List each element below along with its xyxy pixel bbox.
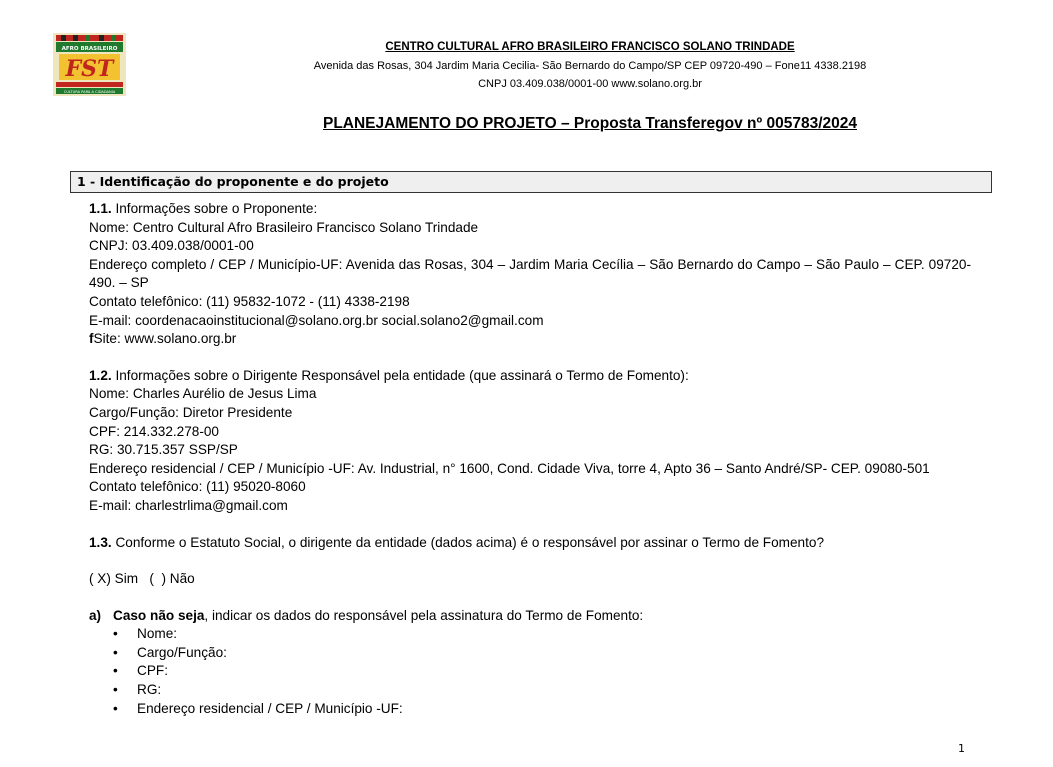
item-a: a) Caso não seja, indicar os dados do responsável pela assinatura do Termo de Fomento: — [89, 607, 971, 626]
director-phone: Contato telefônico: (11) 95020-8060 — [89, 479, 306, 495]
list-item: • RG: — [137, 681, 971, 700]
subsection-number: 1.2. — [89, 367, 112, 383]
subsection-1-2-title: 1.2. Informações sobre o Dirigente Responsável pela entidade (que assinará o Termo de Fomento): — [89, 367, 689, 383]
yes-no-answer: ( X) Sim ( ) Não — [89, 571, 195, 587]
subsection-number: 1.1. — [89, 201, 112, 216]
section-heading: 1 - Identificação do proponente e do projeto — [77, 174, 389, 189]
list-item: • Nome: — [137, 625, 971, 644]
director-name: Nome: Charles Aurélio de Jesus Lima — [89, 386, 317, 402]
proponent-name: Nome: Centro Cultural Afro Brasileiro Francisco Solano Trindade — [89, 219, 479, 235]
list-item: • Cargo/Função: — [137, 644, 971, 663]
subsection-1-3-question: 1.3. Conforme o Estatuto Social, o dirigente da entidade (dados acima) é o responsável por assinar o Termo de Fomento? — [89, 534, 824, 550]
org-cnpj-site: CNPJ 03.409.038/0001-00 www.solano.org.br — [478, 78, 702, 90]
page-number: 1 — [958, 742, 965, 755]
subsection-number: 1.3. — [89, 534, 112, 550]
section-heading-bar — [70, 171, 992, 193]
logo-bottom-text: CULTURA PARA A CIDADANIA — [63, 90, 116, 94]
proponent-phone: Contato telefônico: (11) 95832-1072 - (11) 4338-2198 — [89, 293, 410, 309]
proponent-cnpj: CNPJ: 03.409.038/0001-00 — [89, 238, 254, 254]
director-rg: RG: 30.715.357 SSP/SP — [89, 442, 238, 458]
signer-fields-list — [89, 625, 971, 718]
subsection-1-1-title: 1.1. Informações sobre o Proponente: — [89, 201, 318, 216]
director-email: E-mail: charlestrlima@gmail.com — [89, 497, 288, 513]
logo-top-text: AFRO BRASILEIRO — [61, 46, 118, 52]
org-logo — [53, 33, 126, 96]
logo-letters: FST — [65, 56, 114, 82]
list-item: • CPF: — [137, 662, 971, 681]
proponent-site: fSite: www.solano.org.br — [89, 331, 237, 347]
director-role: Cargo/Função: Diretor Presidente — [89, 404, 293, 420]
item-a-marker: a) — [89, 607, 102, 623]
proponent-address: Endereço completo / CEP / Município-UF: Avenida das Rosas, 304 – Jardim Maria Cecília – São Bernardo do Campo – São Paulo – CEP. 09720-490. – SP — [89, 256, 971, 291]
document-body — [89, 200, 971, 718]
director-cpf: CPF: 214.332.278-00 — [89, 423, 219, 439]
list-item: • Endereço residencial / CEP / Município -UF: — [137, 700, 971, 719]
proponent-email: E-mail: coordenacaoinstitucional@solano.org.br social.solano2@gmail.com — [89, 312, 544, 328]
document-title: PLANEJAMENTO DO PROJETO – Proposta Transferegov nº 005783/2024 — [322, 115, 857, 132]
org-name: CENTRO CULTURAL AFRO BRASILEIRO FRANCISCO SOLANO TRINDADE — [385, 41, 795, 53]
director-address: Endereço residencial / CEP / Município -UF: Av. Industrial, n° 1600, Cond. Cidade Viva, torre 4, Apto 36 – Santo André/SP- CEP. 09080-501 — [89, 460, 930, 476]
org-address: Avenida das Rosas, 304 Jardim Maria Cecilia- São Bernardo do Campo/SP CEP 09720-490 – Fone11 4338.2198 — [313, 60, 867, 72]
